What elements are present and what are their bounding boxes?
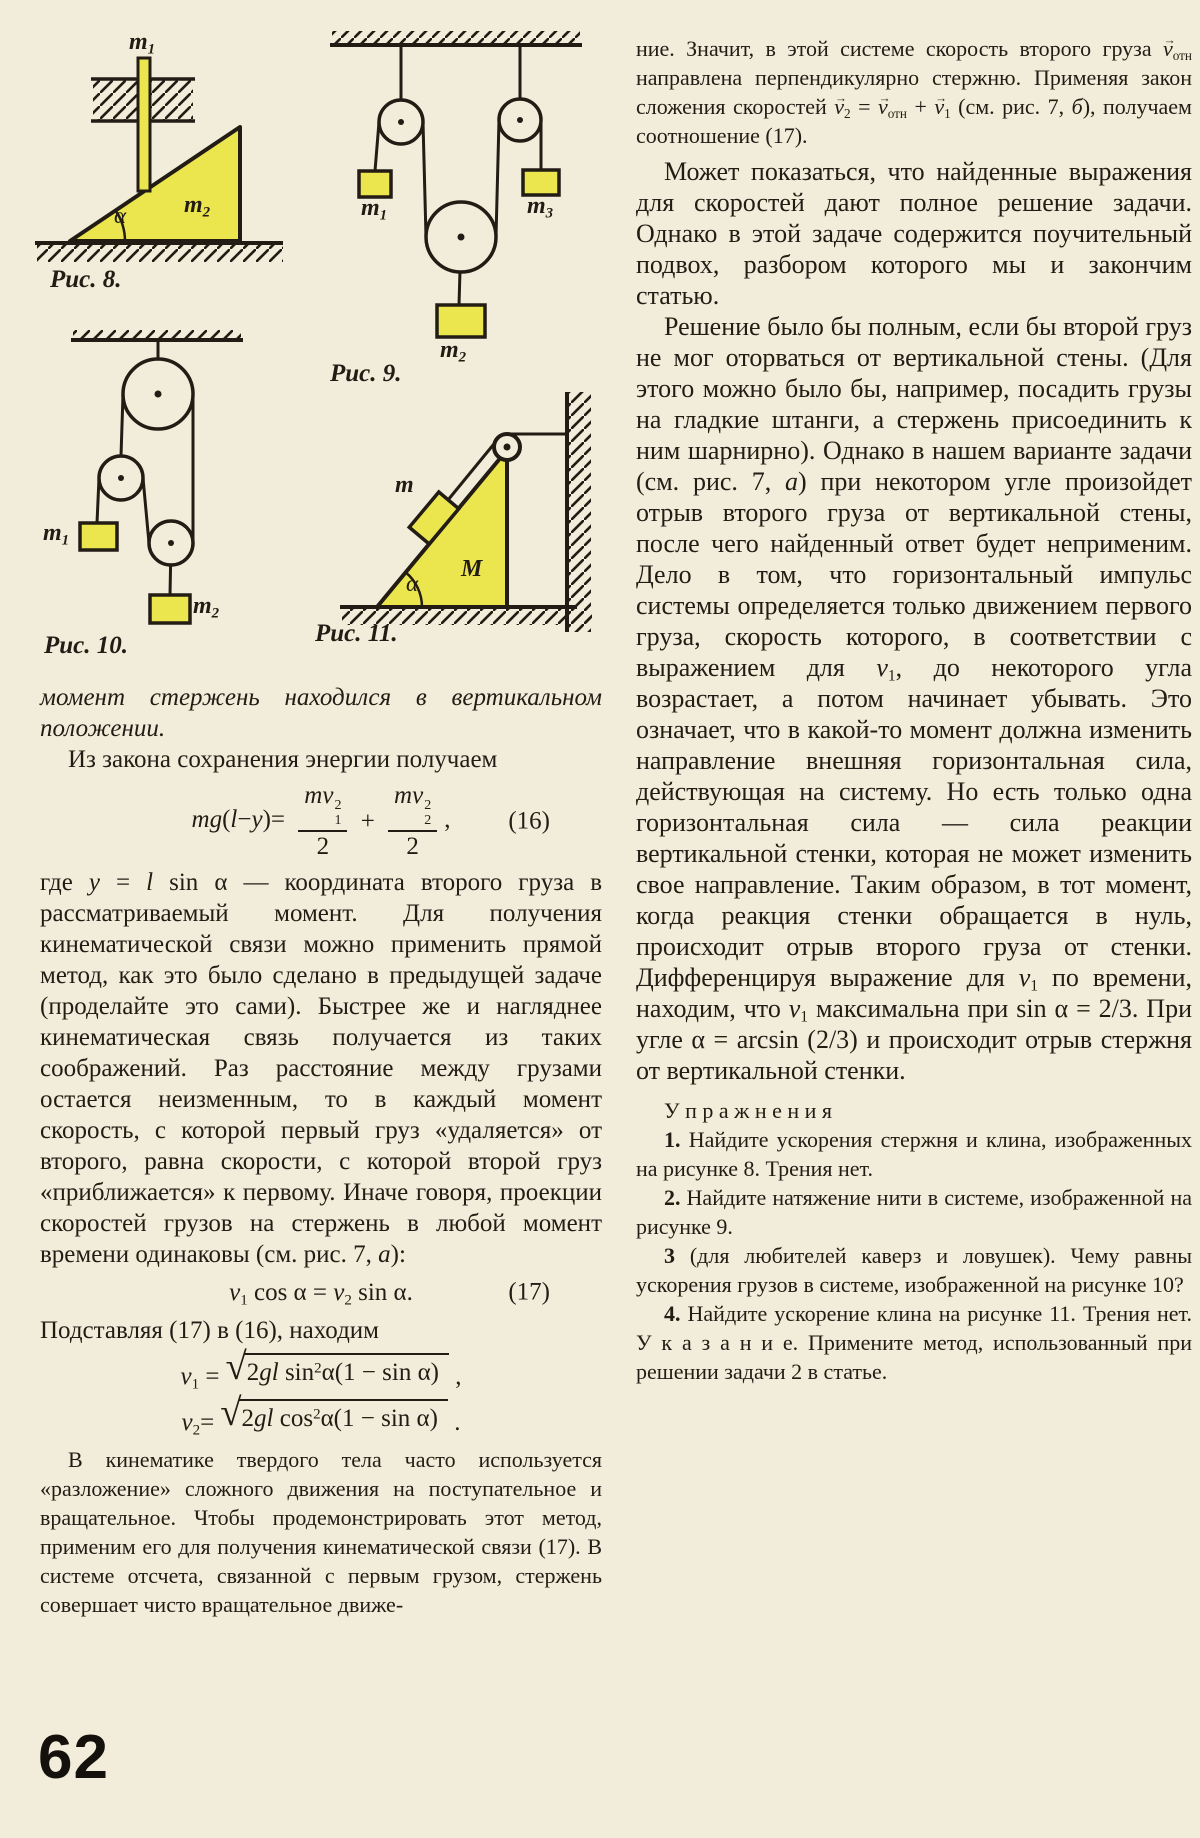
equation-number: (16): [508, 807, 550, 835]
rope: [423, 122, 426, 237]
square-root: √ 2gl $\sin^2\alpha(1 - \sin \alpha)$: [225, 1353, 449, 1392]
fraction: mv 2 2 2: [388, 782, 437, 860]
pulley-axle: [504, 444, 511, 451]
figure-9-label-m1: $m_1$: [361, 195, 388, 224]
figure-10-caption: Рис. 10.: [44, 632, 129, 659]
pulley-axle: [118, 475, 124, 481]
paragraph-solution: Решение было бы полным, если бы второй груз не мог оторваться от вертикальной стены. (Для этого можно было бы, например, посадить грузы на гладкие штанги, а стержень присоединить к ним шарнирно). Однако в нашем варианте задачи (см. рис. 7, а) при некотором угле произойдет отрыв второго груза от вертикальной стены, после чего найденный ответ будет неприменим. Дело в том, что горизонтальный импульс системы определяется только движением первого груза, скорость которого, в соответствии с выражением для $v_1$, до некоторого угла возрастает, а потом начинает убывать. Это означает, что в какой-то момент должна изменить направление внешняя горизонтальная сила, действующая на систему. Но есть только одна горизонтальная сила — сила реакции вертикальной стенки, которая не может изменить свое направление. Таким образом, в тот момент, когда реакция стенки обращается в нуль, происходит отрыв второго груза от стенки. Дифференцируя выражение для $v_1$ по времени, находим, что $v_1$ максимальна при sin α = 2/3. При угле α = arcsin (2/3) и происходит отрыв стержня от вертикальной стенки.: [636, 312, 1193, 1085]
page-number: 62: [38, 1723, 109, 1792]
figure-11-label-m: m: [395, 472, 414, 498]
equation-17: [40, 1277, 602, 1308]
pulley-axle: [517, 117, 523, 123]
rod-shape: [138, 58, 150, 191]
pulley-axle: [168, 540, 174, 546]
mass-block-m1: [359, 171, 391, 197]
mass-block-m2: [437, 305, 485, 337]
figure-11-label-M: M: [461, 556, 483, 582]
pulley-axle: [155, 391, 162, 398]
equation-16-lhs: mg(l−y)=: [191, 805, 286, 833]
rope: [375, 122, 379, 171]
ground-hatch: [37, 245, 283, 262]
ceiling-hatch: [332, 31, 580, 43]
square-root: √ 2gl $\cos^2\alpha(1 - \sin \alpha)$: [220, 1399, 448, 1438]
equation-number: (17): [508, 1278, 550, 1306]
wall-hatch: [569, 392, 591, 632]
figure-8-label-alpha: α: [114, 203, 127, 228]
paragraph-lead-italic: момент стержень находился в вертикальном положении.: [40, 684, 602, 742]
paragraph-may-seem: Может показаться, что найденные выражения для скоростей дают полное решение задачи. Однако в этой задаче содержится поучительный подвох, разбором которого мы и закончим статью.: [636, 157, 1192, 310]
mass-block-m2: [150, 595, 190, 623]
ceiling-hatch: [73, 330, 241, 338]
wedge-shape: [70, 127, 240, 241]
equation-17-body: $v_1$ $\cos \alpha = v_2$ sin α.: [229, 1278, 413, 1309]
exercises-header: У п р а ж н е н и я: [664, 1098, 833, 1123]
rope: [143, 478, 149, 543]
equation-v1: $v_1$ = √ 2gl $\sin^2\alpha(1 - \sin \alpha)$ ,: [180, 1344, 462, 1393]
figure-8-caption: Рис. 8.: [50, 266, 122, 293]
paragraph-energy-law: Из закона сохранения энергии получаем: [68, 746, 498, 773]
exercise-4: 4. Найдите ускорение клина на рисунке 11. Трения нет. У к а з а н и е. Примените метод, использованный при решении задачи 2 в статье.: [636, 1301, 1192, 1384]
figure-9-caption: Рис. 9.: [330, 360, 402, 387]
left-column: [40, 682, 602, 1619]
equation-v2: $v_2=$ √ 2gl $\cos^2\alpha(1 - \sin \alpha)$ .: [181, 1390, 461, 1439]
fraction: mv 2 1 2: [298, 782, 347, 860]
figure-11-label-alpha: α: [406, 571, 419, 596]
pulley-axle: [458, 234, 465, 241]
figure-9-diagram: [328, 25, 593, 347]
exercise-2: 2. Найдите натяжение нити в системе, изображенной на рисунке 9.: [636, 1185, 1192, 1239]
figure-9-label-m3: $m_3$: [527, 193, 554, 222]
paragraph-continuation: ние. Значит, в этой системе скорость второго груза → $v_{отн}$ направлена перпендикулярно стержню. Применяя закон сложения скоростей → $v_2$ = → $v_{отн}$ + → $v_1$ (см. рис. 7, б), получаем соотношение (17).: [636, 34, 1192, 150]
figure-11-caption: Рис. 11.: [315, 620, 398, 647]
exercise-3: 3 (для любителей каверз и ловушек). Чему равны ускорения грузов в системе, изображенной на рисунке 10?: [636, 1243, 1192, 1297]
figure-9-label-m2: $m_2$: [440, 337, 467, 366]
equation-16: mg(l−y)= mv 2 1 2 + mv 2 2 2 , (16): [191, 782, 550, 860]
exercise-1: 1. Найдите ускорения стержня и клина, изображенных на рисунке 8. Трения нет.: [636, 1127, 1192, 1181]
figure-10-label-m2: $m_2$: [193, 593, 220, 622]
figure-11-diagram: [298, 390, 610, 640]
figure-8-label-m2: $m_2$: [184, 192, 211, 221]
right-column: [636, 34, 1192, 1386]
rope: [496, 120, 499, 237]
figure-10-label-m1: $m_1$: [43, 520, 70, 549]
paragraph-kinematics: где y = l sin α — координата второго груза в рассматриваемый момент. Для получения кинематической связи можно применить прямой метод, как это было сделано в предыдущей задаче (проделайте это сами). Быстрее же и нагляднее кинематическая связь получается из таких соображений. Раз расстояние между грузами остается неизменным, то в каждый момент скорость, с которой первый груз «удаляется» от второго, равна скорости, с которой второй груз «приближается» к первому. Иначе говоря, проекции скоростей грузов на стержень в любой момент времени одинаковы (см. рис. 7, а):: [40, 868, 602, 1268]
figure-8-diagram: [35, 28, 285, 270]
figure-10-diagram: [38, 330, 283, 630]
mass-block-m3: [523, 170, 559, 195]
mass-block-m1: [80, 523, 117, 550]
paragraph-kinematics-note: В кинематике твердого тела часто используется «разложение» сложного движения на поступательное и вращательное. Чтобы продемонстрировать этот метод, применим его для получения кинематической связи (17). В системе отсчета, связанной с первым грузом, стержень совершает чисто вращательное движе-: [40, 1446, 602, 1617]
paragraph-substitute: Подставляя (17) в (16), находим: [40, 1316, 380, 1344]
figure-8-label-m1: $m_1$: [129, 29, 156, 58]
pulley-axle: [398, 119, 404, 125]
